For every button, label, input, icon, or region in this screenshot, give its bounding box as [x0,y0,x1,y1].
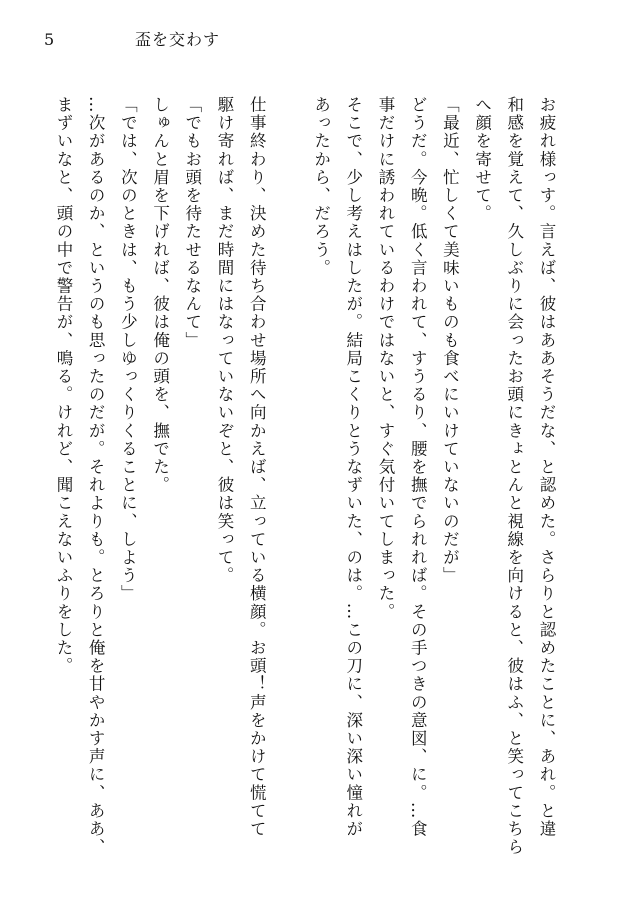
text-line: 事だけに誘われているわけではないと、すぐ気付いてしまった。 [375,96,395,621]
text-line: お疲れ様っす。言えば、彼はああそうだな、と認めた。さらりと認めたことに、あれ。と違 [537,96,556,839]
text-line: 「最近、忙しくて美味いものも食べにいけていないのだが」 [440,96,460,585]
page-number: 5 [44,30,55,49]
text-line: あったから、だろう。 [311,96,331,277]
text-line: まずいなと、頭の中で警告が、鳴る。けれど、聞こえないふりをした。 [53,96,73,676]
text-line: そこで、少し考えはしたが。結局こくりとうなずいた、のは。…この刀に、深い深い憧れが [343,96,363,839]
text-line: 「では、次のときは、もう少しゆっくりくることに、しよう」 [118,96,138,603]
running-title: 盃を交わす [135,30,221,49]
text-line: どうだ。今晩。低く言われて、すうるり、腰を撫でられれば。その手つきの意図、に。…食 [408,96,428,839]
text-line: へ顔を寄せて。 [472,96,492,223]
body-text [53,96,562,857]
text-line: 「でもお頭を待たせるなんて」 [182,96,202,350]
text-line: 和感を覚えて、久しぶりに会ったお頭にきょとんと視線を向けると、彼はふ、と笑ってこちら [504,96,524,857]
text-line: しゅんと眉を下げれば、彼は俺の頭を、撫でた。 [150,96,170,495]
blank-line [272,96,304,816]
text-line: 仕事終わり、決めた待ち合わせ場所へ向かえば、立っている横顔。お頭！声をかけて慌てて [247,96,267,839]
text-line: 駆け寄れば、まだ時間にはなっていないぞと、彼は笑って。 [214,96,234,585]
text-line: …次があるのか、というのも思ったのだが。それよりも。とろりと俺を甘やかす声に、ああ、 [86,96,106,857]
